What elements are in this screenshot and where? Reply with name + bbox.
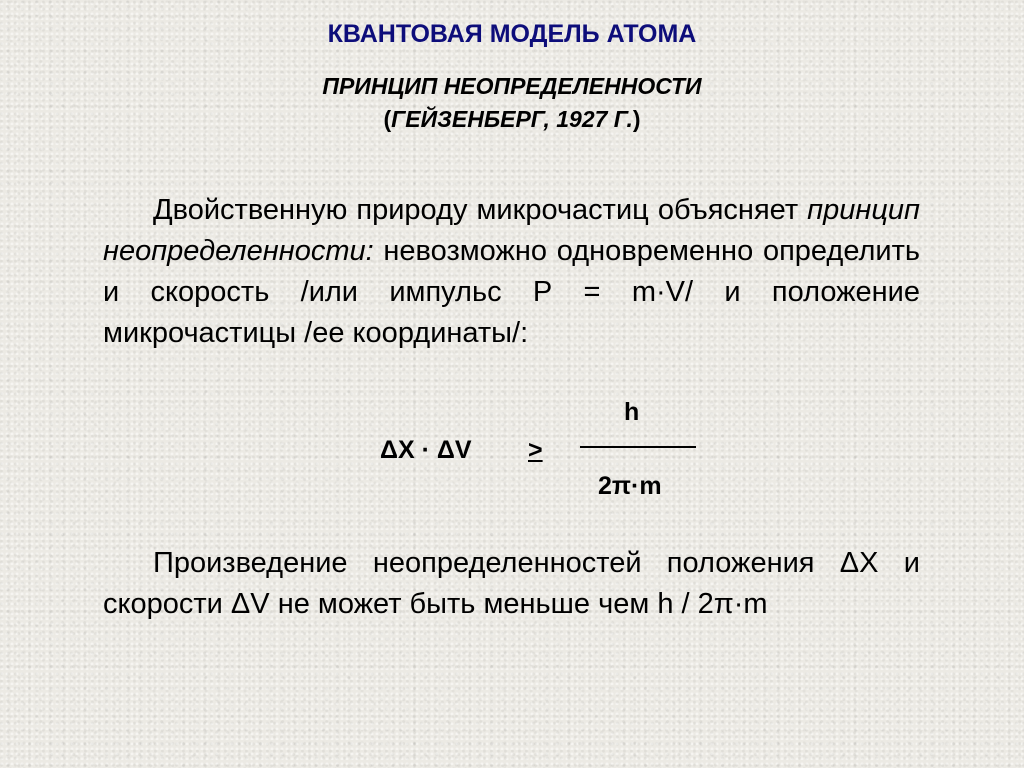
formula-numerator: h: [624, 398, 640, 426]
subtitle-author-text: ГЕЙЗЕНБЕРГ, 1927 Г.: [391, 106, 633, 132]
paragraph1-text-start: Двойственную природу микрочастиц объясняет: [153, 194, 808, 226]
subtitle-close-paren: ): [632, 106, 641, 132]
slide-title: КВАНТОВАЯ МОДЕЛЬ АТОМА: [327, 20, 697, 48]
paragraph1-text-end: невозможно одновременно определить и скорость /или импульс Р = m·V/ и положение микрочастицы /ее координаты/:: [103, 235, 920, 349]
formula-fraction-bar: [580, 446, 696, 448]
formula-denominator: 2π·m: [598, 472, 662, 500]
subtitle-open-paren: (: [383, 106, 392, 132]
formula-left-side: ΔХ · ΔV: [380, 436, 472, 464]
subtitle-principle: ПРИНЦИП НЕОПРЕДЕЛЕННОСТИ: [322, 73, 702, 99]
formula-relation: >: [528, 436, 543, 464]
subtitle-author-year: [0, 106, 1024, 133]
paragraph1-italic-term: принцип неопределенности:: [103, 194, 920, 267]
paragraph-conclusion: [103, 543, 920, 625]
paragraph2-text: Произведение неопределенностей положения ΔХ и скорости ΔV не может быть меньше чем h / 2π·m: [103, 547, 920, 620]
paragraph-explanation: [103, 190, 920, 354]
